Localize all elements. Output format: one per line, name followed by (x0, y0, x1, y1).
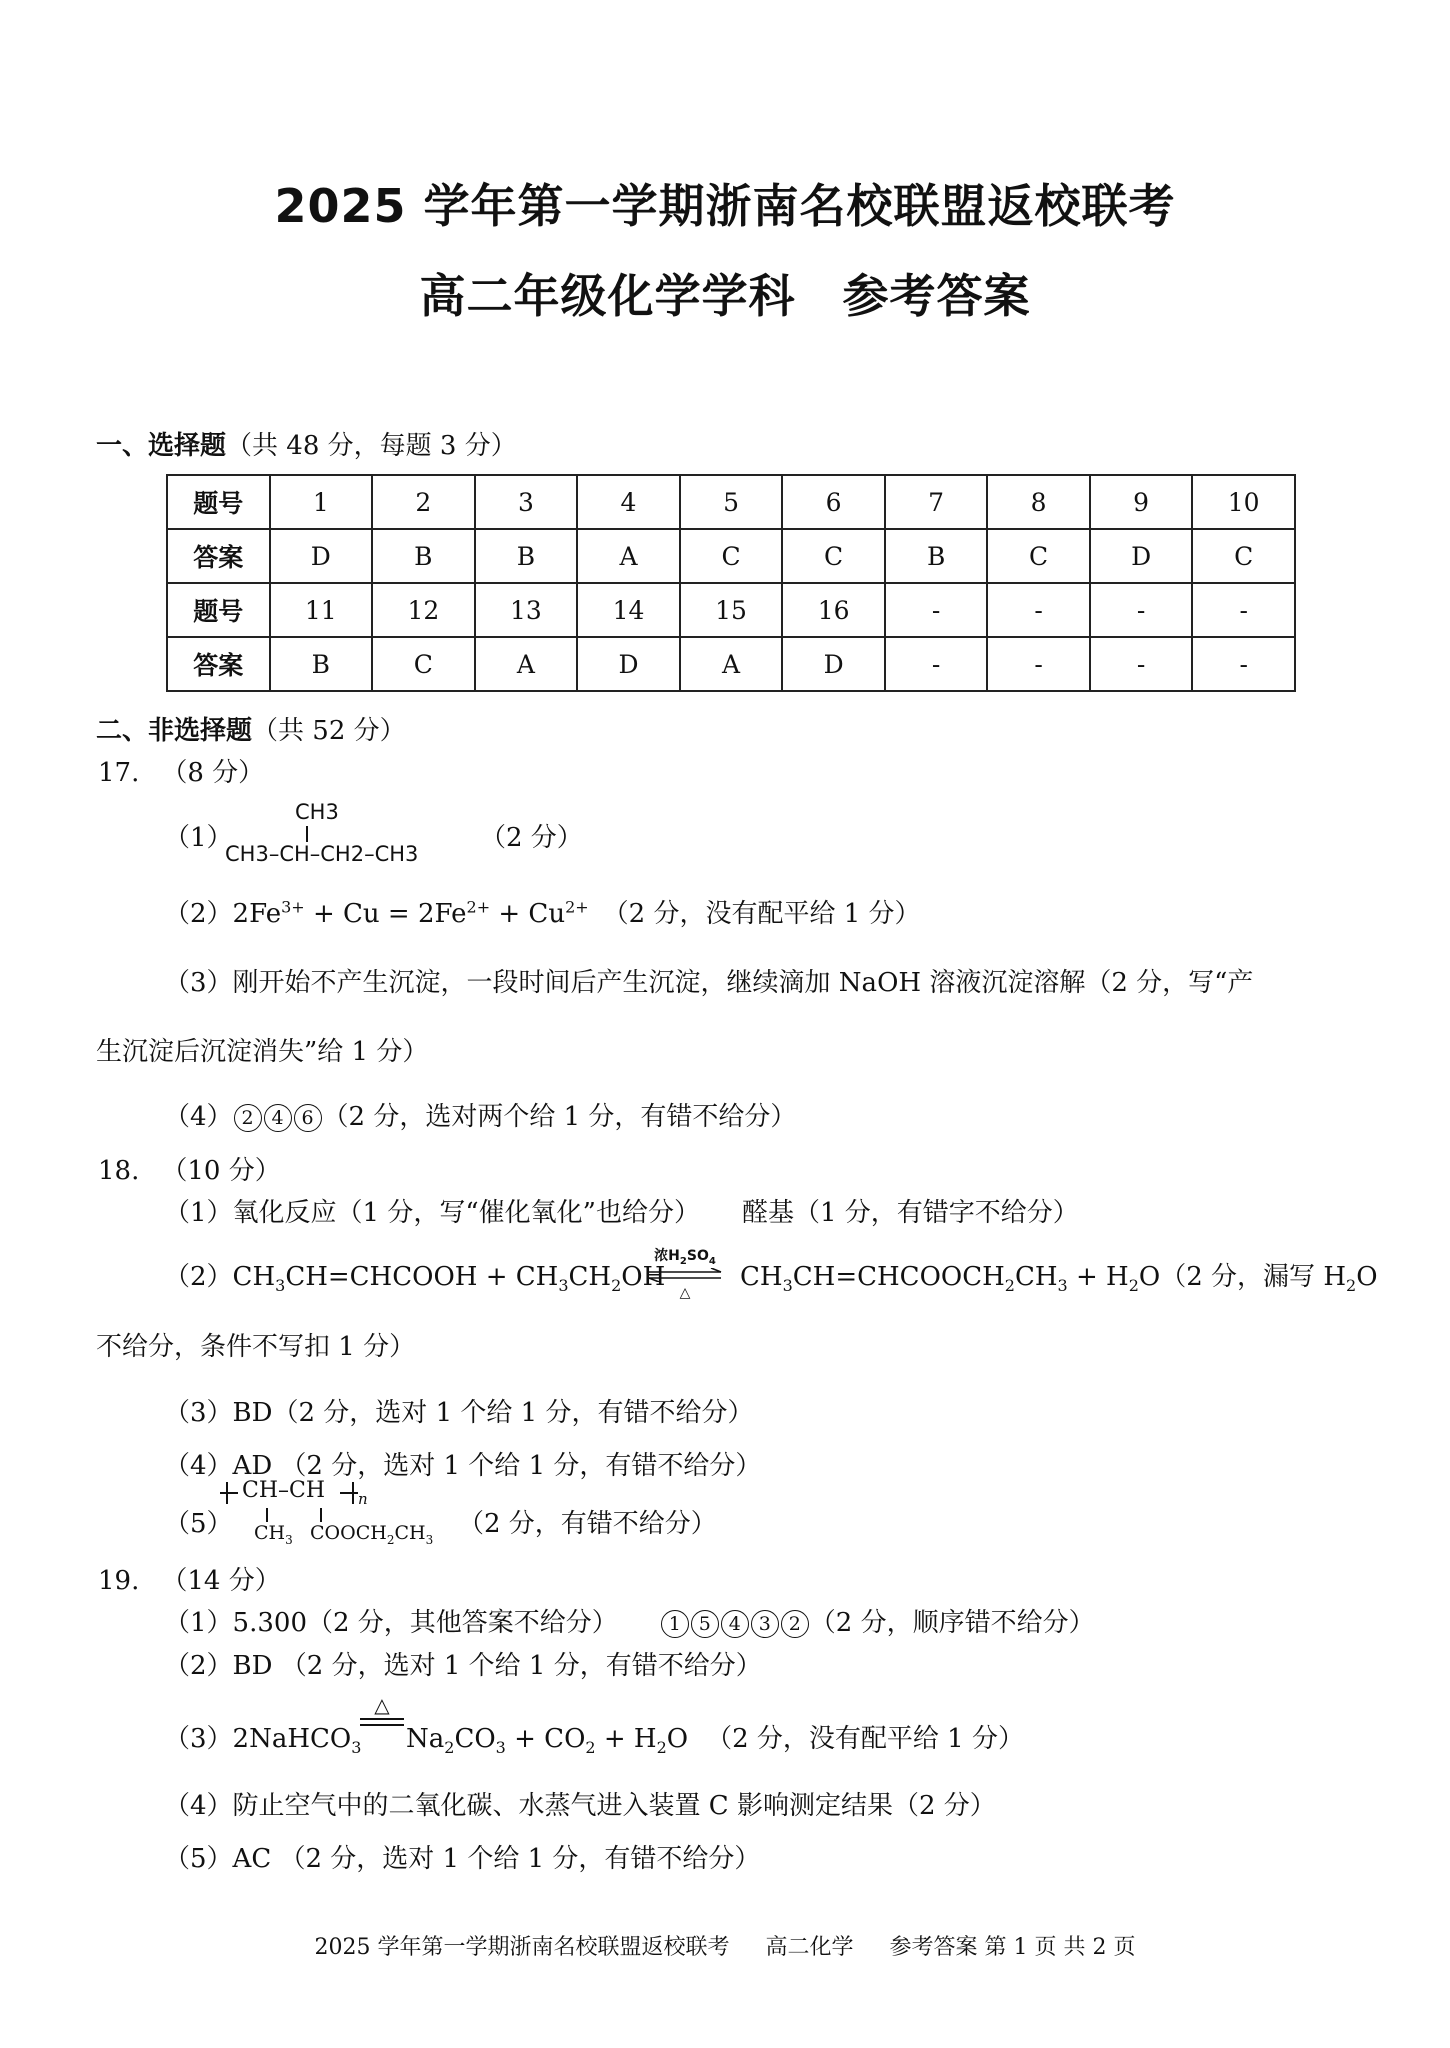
question-number-cell: 15 (680, 583, 783, 637)
bond-line (320, 1508, 322, 1522)
answer-cell: B (270, 637, 373, 691)
part-label: （2） (164, 899, 233, 929)
part-note: （2 分，没有配平给 1 分） (602, 899, 921, 929)
q18-part2 (164, 1256, 665, 1295)
section-note: （共 52 分） (252, 716, 406, 746)
section-heading-choice (96, 425, 517, 462)
question-number-cell: 9 (1090, 475, 1192, 529)
answer-cell: D (270, 529, 373, 583)
q18-part3 (164, 1392, 753, 1429)
question-number-cell: 7 (885, 475, 987, 529)
part-text: 防止空气中的二氧化碳、水蒸气进入装置 C 影响测定结果（2 分） (232, 1791, 996, 1821)
row-header-number: 题号 (167, 583, 270, 637)
question-score: （10 分） (161, 1156, 281, 1186)
bracket-right (352, 1482, 354, 1504)
part-label: （5） (164, 1844, 233, 1874)
heat-icon: △ (374, 1693, 390, 1717)
answer-cell: D (577, 637, 680, 691)
q19-part4 (164, 1785, 996, 1822)
q17-part3-line2: 生沉淀后沉淀消失”给 1 分） (96, 1037, 429, 1067)
q18-part1 (164, 1192, 1079, 1229)
part-label: （2） (164, 1262, 233, 1292)
polymer-n: n (358, 1490, 368, 1508)
part-text: 氧化反应（1 分，写“催化氧化”也给分） (232, 1198, 700, 1228)
circled-number: 4 (721, 1610, 749, 1638)
circled-number: 2 (781, 1610, 809, 1638)
answer-cell: D (782, 637, 885, 691)
reversible-arrow-icon (645, 1268, 725, 1282)
part-text: BD （2 分，选对 1 个给 1 分，有错不给分） (232, 1651, 762, 1681)
question-number-cell: - (1192, 583, 1295, 637)
footer-page: 参考答案 第 1 页 共 2 页 (889, 1935, 1136, 1960)
circled-number: 5 (691, 1610, 719, 1638)
part-note: （2 分，漏写 $H_2O$ (1160, 1262, 1378, 1296)
answer-cell: C (1192, 529, 1295, 583)
part-label: （1） (164, 1608, 233, 1638)
q19-part1 (164, 1602, 1095, 1639)
ionic-equation: $2Fe^{3+} + Cu = 2Fe^{2+} + Cu^{2+}$ (232, 897, 589, 929)
q18-part5-note: （2 分，有错不给分） (458, 1509, 717, 1539)
circled-number: 1 (661, 1610, 689, 1638)
answer-cell: C (680, 529, 783, 583)
section-title: 二、非选择题 (96, 716, 253, 746)
part-label: （1） (164, 1198, 233, 1228)
table-row-answers (167, 637, 1295, 691)
question-number-cell: 3 (475, 475, 578, 529)
part-text: BD（2 分，选对 1 个给 1 分，有错不给分） (232, 1398, 754, 1428)
row-header-answer: 答案 (167, 637, 270, 691)
bond-line (266, 1508, 268, 1522)
q17-part3-line1 (164, 962, 1253, 999)
question-number: 18. (98, 1156, 140, 1186)
bond-line (220, 1492, 238, 1494)
bond-line (340, 1492, 358, 1494)
table-row-numbers (167, 475, 1295, 529)
question-number-cell: 13 (475, 583, 578, 637)
question-number-cell: 1 (270, 475, 373, 529)
circled-order (660, 1608, 810, 1638)
polymer-backbone: CH–CH (242, 1478, 326, 1503)
reactant: 2NaHCO$_3$ (232, 1724, 362, 1758)
question-score: （14 分） (161, 1566, 281, 1596)
q19-part2 (164, 1645, 762, 1682)
footer-exam: 2025 学年第一学期浙南名校联盟返校联考 (314, 1935, 730, 1960)
part-text: AC （2 分，选对 1 个给 1 分，有错不给分） (232, 1844, 761, 1874)
q18-part2-products (740, 1256, 1378, 1295)
answer-cell: - (885, 637, 987, 691)
table-row-numbers (167, 583, 1295, 637)
part-text-2: 醛基（1 分，有错字不给分） (741, 1198, 1079, 1228)
answer-cell: C (372, 637, 475, 691)
answer-cell: A (680, 637, 783, 691)
section-heading-nonchoice (96, 710, 406, 747)
answer-cell: - (1090, 637, 1192, 691)
answer-cell: - (1192, 637, 1295, 691)
reaction-condition (645, 1245, 725, 1300)
part-label: （4） (164, 1791, 233, 1821)
products: $CH_3CH=CHCOOCH_2CH_3 + H_2O$ (740, 1262, 1161, 1296)
part-label: （3） (164, 968, 233, 998)
question-number-cell: 12 (372, 583, 475, 637)
part-text: 刚开始不产生沉淀，一段时间后产生沉淀，继续滴加 NaOH 溶液沉淀溶解（2 分，写“产 (232, 968, 1254, 998)
answer-cell: C (782, 529, 885, 583)
question-number-cell: 6 (782, 475, 885, 529)
q17-structure-main: CH3–CH–CH2–CH3 (225, 842, 419, 866)
answer-table (166, 474, 1296, 692)
q17-part2 (164, 893, 921, 930)
question-number-cell: - (987, 583, 1089, 637)
circled-number: 3 (751, 1610, 779, 1638)
question-number: 19. (98, 1566, 140, 1596)
q17-part1-label: （1） (164, 823, 233, 853)
table-row-answers (167, 529, 1295, 583)
q19-part5 (164, 1838, 760, 1875)
question-17-header (98, 752, 264, 789)
circled-number: 2 (234, 1104, 262, 1132)
question-number-cell: 5 (680, 475, 783, 529)
question-19-header (98, 1560, 281, 1597)
question-number: 17. (98, 758, 140, 788)
section-note: （共 48 分，每题 3 分） (226, 431, 517, 461)
question-number-cell: 14 (577, 583, 680, 637)
q17-part4 (164, 1096, 796, 1133)
answer-cell: A (475, 637, 578, 691)
polymer-substituent-2: $COOCH_2CH_3$ (310, 1522, 434, 1547)
answer-cell: B (475, 529, 578, 583)
question-18-header (98, 1150, 281, 1187)
part-note: （2 分，顺序错不给分） (809, 1608, 1095, 1638)
equals-line (360, 1718, 404, 1720)
q19-part3-products (406, 1718, 1024, 1757)
decomposition-condition (360, 1694, 404, 1726)
equals-line (360, 1724, 404, 1726)
question-number-cell: 4 (577, 475, 680, 529)
q18-part2-note2: 不给分，条件不写扣 1 分） (96, 1332, 416, 1362)
row-header-number: 题号 (167, 475, 270, 529)
page-footer (0, 1930, 1450, 1961)
products: $Na_2CO_3 + CO_2 + H_2O$ (406, 1724, 689, 1758)
part-label: （4） (164, 1451, 233, 1481)
circled-number: 4 (264, 1104, 292, 1132)
question-number-cell: - (885, 583, 987, 637)
answer-cell: C (987, 529, 1089, 583)
part-text: AD （2 分，选对 1 个给 1 分，有错不给分） (232, 1451, 762, 1481)
answer-cell: B (885, 529, 987, 583)
footer-subject: 高二化学 (765, 1935, 854, 1960)
part-note: （2 分，没有配平给 1 分） (706, 1724, 1024, 1754)
polymer-substituent-1: $CH_3$ (254, 1522, 293, 1547)
condition-bottom: △ (679, 1284, 691, 1301)
question-score: （8 分） (161, 758, 265, 788)
circled-choices (233, 1102, 323, 1132)
answer-cell: A (577, 529, 680, 583)
question-number-cell: 11 (270, 583, 373, 637)
q17-part1-score: （2 分） (480, 823, 583, 853)
part-note: （2 分，选对两个给 1 分，有错不给分） (322, 1102, 797, 1132)
condition-top: 浓$H_2SO_4$ (654, 1248, 716, 1267)
page-title: 2025 学年第一学期浙南名校联盟返校联考 (274, 179, 1176, 233)
question-number-cell: 16 (782, 583, 885, 637)
question-number-cell: 8 (987, 475, 1089, 529)
part-label: （2） (164, 1651, 233, 1681)
part-text: 5.300（2 分，其他答案不给分） (232, 1608, 618, 1638)
answer-cell: D (1090, 529, 1192, 583)
part-label: （3） (164, 1398, 233, 1428)
circled-number: 6 (294, 1104, 322, 1132)
q18-part5-label: （5） (164, 1509, 233, 1539)
reactants: $CH_3CH=CHCOOH + CH_3CH_2OH$ (232, 1262, 666, 1296)
answer-cell: B (372, 529, 475, 583)
q17-structure-branch: CH3 (295, 800, 339, 824)
answer-cell: - (987, 637, 1089, 691)
part-label: （4） (164, 1102, 233, 1132)
page-subtitle: 高二年级化学学科 参考答案 (419, 269, 1031, 323)
q18-part4 (164, 1445, 761, 1482)
question-number-cell: - (1090, 583, 1192, 637)
part-label: （3） (164, 1724, 233, 1754)
bond-line (306, 826, 308, 842)
question-number-cell: 2 (372, 475, 475, 529)
question-number-cell: 10 (1192, 475, 1295, 529)
q19-part3 (164, 1718, 361, 1757)
section-title: 一、选择题 (96, 431, 227, 461)
row-header-answer: 答案 (167, 529, 270, 583)
